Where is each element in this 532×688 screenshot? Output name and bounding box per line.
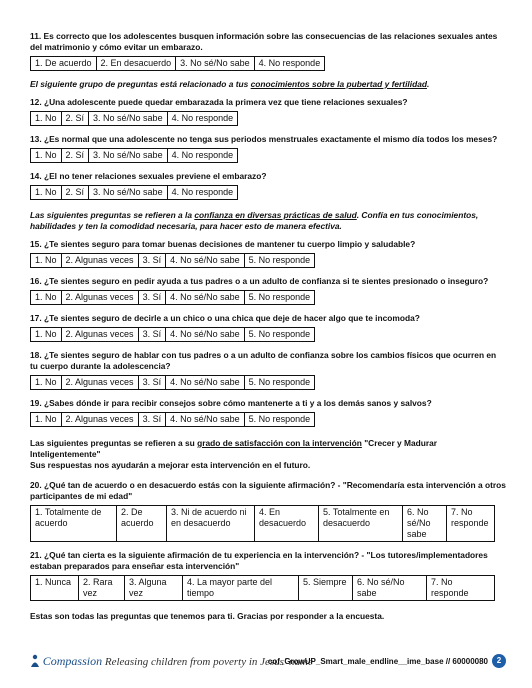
question-13: 13. ¿Es normal que una adolescente no tenga sus periodos menstruales exactamente el mismo día todos los meses? <box>30 134 498 144</box>
logo-tagline: Releasing children from poverty in Jesus' name <box>104 656 313 668</box>
option[interactable]: 3. Sí <box>138 291 166 305</box>
option[interactable]: 3. No sé/No sabe <box>89 186 168 200</box>
option[interactable]: 3. No sé/No sabe <box>176 57 255 71</box>
option[interactable]: 4. No responde <box>254 57 325 71</box>
option[interactable]: 3. Sí <box>138 376 166 390</box>
logo-brand: Compassion <box>42 654 103 668</box>
question-12: 12. ¿Una adolescente puede quedar embarazada la primera vez que tiene relaciones sexuales? <box>30 97 408 107</box>
option[interactable]: 1. Totalmente de acuerdo <box>31 506 117 542</box>
option[interactable]: 2. Algunas veces <box>61 328 138 342</box>
question-14: 14. ¿El no tener relaciones sexuales previene el embarazo? <box>30 171 267 181</box>
q20-options <box>30 505 495 542</box>
q15-options <box>30 253 315 268</box>
q13-options <box>30 148 238 163</box>
option[interactable]: 4. No responde <box>167 112 238 126</box>
option[interactable]: 4. No responde <box>167 186 238 200</box>
q12-options <box>30 111 238 126</box>
q21-options <box>30 575 495 601</box>
question-21: 21. ¿Qué tan cierta es la siguiente afirmación de tu experiencia en la intervención? - "Los tutores/implementadores estaban preparados para enseñar esta intervención" <box>30 550 488 571</box>
option[interactable]: 1. No <box>31 291 62 305</box>
option[interactable]: 7. No responde <box>447 506 495 542</box>
option[interactable]: 1. No <box>31 186 62 200</box>
option[interactable]: 5. No responde <box>244 413 315 427</box>
page-number: 2 <box>492 654 506 668</box>
option[interactable]: 3. No sé/No sabe <box>89 112 168 126</box>
option[interactable]: 5. No responde <box>244 254 315 268</box>
option[interactable]: 4. La mayor parte del tiempo <box>183 576 299 601</box>
q16-options <box>30 290 315 305</box>
option[interactable]: 1. No <box>31 413 62 427</box>
q14-options <box>30 185 238 200</box>
option[interactable]: 5. No responde <box>244 291 315 305</box>
q19-options <box>30 412 315 427</box>
option[interactable]: 4. No sé/No sabe <box>166 376 245 390</box>
option[interactable]: 1. No <box>31 376 62 390</box>
option[interactable]: 4. No sé/No sabe <box>166 254 245 268</box>
option[interactable]: 6. No sé/No sabe <box>403 506 447 542</box>
option[interactable]: 3. Alguna vez <box>125 576 183 601</box>
footer-code: cof_GrowUP_Smart_male_endline__ime_base // 60000080 <box>267 657 488 666</box>
option[interactable]: 2. Rara vez <box>79 576 125 601</box>
q11-options <box>30 56 325 71</box>
option[interactable]: 3. Ni de acuerdo ni en desacuerdo <box>167 506 255 542</box>
question-19: 19. ¿Sabes dónde ir para recibir consejos sobre cómo mantenerte a ti y a los demás sanos y salvos? <box>30 398 432 408</box>
option[interactable]: 1. Nunca <box>31 576 79 601</box>
section-heading-satisfaccion: Las siguientes preguntas se refieren a su grado de satisfacción con la intervención "Crecer y Madurar Inteligentemente" Sus respuestas nos ayudarán a mejorar esta intervención en el futuro. <box>30 438 438 470</box>
page-footer <box>30 652 506 676</box>
section-heading-pubertad: El siguiente grupo de preguntas está relacionado a tus conocimientos sobre la pubertad y fertilidad. <box>30 79 430 89</box>
q17-options <box>30 327 315 342</box>
option[interactable]: 1. De acuerdo <box>31 57 97 71</box>
option[interactable]: 2. Sí <box>61 186 89 200</box>
option[interactable]: 3. Sí <box>138 413 166 427</box>
option[interactable]: 6. No sé/No sabe <box>353 576 427 601</box>
option[interactable]: 3. Sí <box>138 254 166 268</box>
question-18: 18. ¿Te sientes seguro de hablar con tus padres o a un adulto de confianza sobre los cambios físicos que ocurren en tu cuerpo durante la adolescencia? <box>30 350 497 371</box>
option[interactable]: 3. Sí <box>138 328 166 342</box>
option[interactable]: 2. Algunas veces <box>61 254 138 268</box>
option[interactable]: 2. Sí <box>61 149 89 163</box>
option[interactable]: 5. No responde <box>244 328 315 342</box>
option[interactable]: 2. Algunas veces <box>61 291 138 305</box>
option[interactable]: 4. En desacuerdo <box>255 506 319 542</box>
option[interactable]: 1. No <box>31 112 62 126</box>
option[interactable]: 2. En desacuerdo <box>96 57 176 71</box>
option[interactable]: 5. Siempre <box>299 576 353 601</box>
option[interactable]: 5. No responde <box>244 376 315 390</box>
option[interactable]: 2. Algunas veces <box>61 413 138 427</box>
section-heading-confianza: Las siguientes preguntas se refieren a la confianza en diversas prácticas de salud. Confía en tus conocimientos, habilidades y ten la comodidad necesaria, para hacer esto de manera efectiva. <box>30 210 479 231</box>
option[interactable]: 1. No <box>31 149 62 163</box>
question-17: 17. ¿Te sientes seguro de decirle a un chico o una chica que deje de hacer algo que te incomoda? <box>30 313 420 323</box>
question-16: 16. ¿Te sientes seguro en pedir ayuda a tus padres o a un adulto de confianza si te sientes presionado o inseguro? <box>30 276 489 286</box>
question-15: 15. ¿Te sientes seguro para tomar buenas decisiones de mantener tu cuerpo limpio y saludable? <box>30 239 416 249</box>
question-20: 20. ¿Qué tan de acuerdo o en desacuerdo estás con la siguiente afirmación? - "Recomendaría esta intervención a otros participantes de mi edad" <box>30 480 506 501</box>
figure-logo-icon <box>30 654 40 668</box>
q18-options <box>30 375 315 390</box>
closing-text: Estas son todas las preguntas que tenemos para ti. Gracias por responder a la encuesta. <box>30 611 385 621</box>
option[interactable]: 4. No responde <box>167 149 238 163</box>
option[interactable]: 2. Algunas veces <box>61 376 138 390</box>
option[interactable]: 2. Sí <box>61 112 89 126</box>
question-11: 11. Es correcto que los adolescentes busquen información sobre las consecuencias de las relaciones sexuales antes del matrimonio y cómo evitar un embarazo. <box>30 31 498 52</box>
option[interactable]: 2. De acuerdo <box>117 506 167 542</box>
option[interactable]: 4. No sé/No sabe <box>166 328 245 342</box>
option[interactable]: 4. No sé/No sabe <box>166 291 245 305</box>
survey-page <box>30 30 506 622</box>
option[interactable]: 1. No <box>31 328 62 342</box>
option[interactable]: 5. Totalmente en desacuerdo <box>319 506 403 542</box>
option[interactable]: 4. No sé/No sabe <box>166 413 245 427</box>
option[interactable]: 7. No responde <box>427 576 495 601</box>
option[interactable]: 3. No sé/No sabe <box>89 149 168 163</box>
option[interactable]: 1. No <box>31 254 62 268</box>
